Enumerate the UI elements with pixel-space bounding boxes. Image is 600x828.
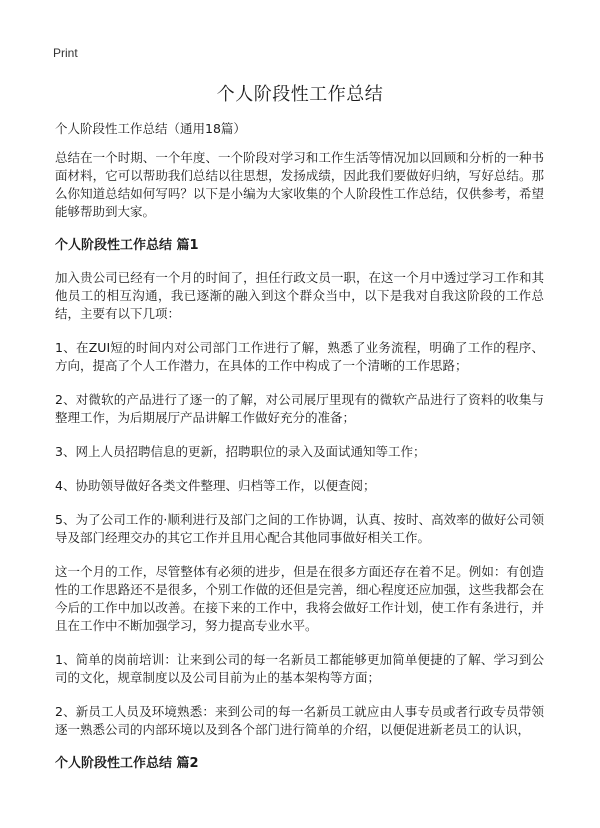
paragraph: 2、对微软的产品进行了逐一的了解，对公司展厅里现有的微软产品进行了资料的收集与整理工作，为后期展厅产品讲解工作做好充分的准备； xyxy=(55,392,544,425)
paragraph: 1、简单的岗前培训：让来到公司的每一名新员工都能够更加简单便捷的了解、学习到公司的文化，规章制度以及公司目前为止的基本架构等方面； xyxy=(55,652,544,685)
document-subtitle: 个人阶段性工作总结（通用18篇） xyxy=(55,121,246,136)
paragraph: 2、新员工人员及环境熟悉：来到公司的每一名新员工就应由人事专员或者行政专员带领逐一熟悉公司的内部环境以及到各个部门进行简单的介绍，以便促进新老员工的认识， xyxy=(55,704,544,737)
document-title: 个人阶段性工作总结 xyxy=(216,84,384,105)
document-content xyxy=(55,119,544,787)
section-heading: 个人阶段性工作总结 篇1 xyxy=(55,238,199,253)
paragraph: 加入贵公司已经有一个月的时间了，担任行政文员一职，在这一个月中透过学习工作和其他员工的相互沟通，我已逐渐的融入到这个群众当中，以下是我对自我这阶段的工作总结，主要有以下几项： xyxy=(55,270,544,321)
paragraph: 4、协助领导做好各类文件整理、归档等工作，以便查阅； xyxy=(55,478,376,493)
section-heading: 个人阶段性工作总结 篇2 xyxy=(55,756,199,771)
paragraph: 5、为了公司工作的·顺利进行及部门之间的工作协调，认真、按时、高效率的做好公司领导及部门经理交办的其它工作并且用心配合其他同事做好相关工作。 xyxy=(55,512,544,545)
print-label[interactable]: Print xyxy=(53,46,78,60)
paragraph: 1、在ZUI短的时间内对公司部门工作进行了解，熟悉了业务流程，明确了工作的程序、方向，提高了个人工作潜力，在具体的工作中构成了一个清晰的工作思路； xyxy=(55,340,544,373)
intro-paragraph: 总结在一个时期、一个年度、一个阶段对学习和工作生活等情况加以回顾和分析的一种书面材料，它可以帮助我们总结以往思想，发扬成绩，因此我们要做好归纳，写好总结。那么你知道总结如何写吗？以下是小编为大家收集的个人阶段性工作总结，仅供参考，希望能够帮助到大家。 xyxy=(55,150,544,219)
paragraph: 3、网上人员招聘信息的更新，招聘职位的录入及面试通知等工作； xyxy=(55,444,426,459)
paragraph: 这一个月的工作，尽管整体有必须的进步，但是在很多方面还存在着不足。例如：有创造性的工作思路还不是很多，个别工作做的还但是完善，细心程度还应加强，这些我都会在今后的工作中加以改善。在接下来的工作中，我将会做好工作计划，使工作有条进行，并且在工作中不断加强学习，努力提高专业水平。 xyxy=(55,564,544,633)
